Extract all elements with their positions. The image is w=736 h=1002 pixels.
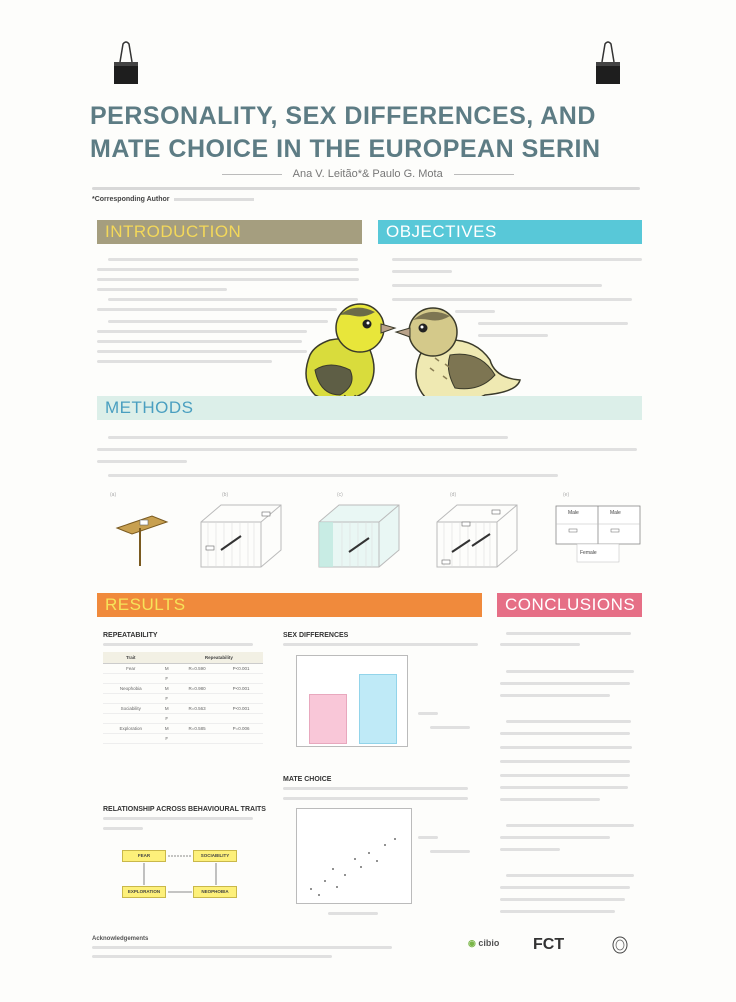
methods-panel-d-label: (d)	[450, 492, 457, 498]
acknowledgements-title: Acknowledgements	[92, 936, 149, 942]
section-objectives-header: OBJECTIVES	[378, 220, 642, 244]
methods-panel-a-perch	[112, 508, 172, 568]
mate-choice-scatter-plot	[296, 808, 412, 904]
corresponding-author	[92, 196, 254, 203]
mate-choice-title: MATE CHOICE	[283, 776, 332, 783]
sex-differences-plot	[296, 655, 408, 747]
table-header-row	[103, 652, 263, 664]
choice-cage-male-left-label: Male	[568, 510, 579, 516]
table-row: Fear M R=0.590 P<0.001	[103, 664, 263, 674]
section-methods-header: METHODS	[97, 396, 642, 420]
methods-panel-d-cage	[432, 500, 522, 570]
table-header: Trait	[103, 652, 159, 664]
repeatability-table	[103, 652, 263, 744]
bar-male	[359, 674, 397, 744]
section-conclusions-header: CONCLUSIONS	[497, 593, 642, 617]
title-line-1: PERSONALITY, SEX DIFFERENCES, AND	[90, 102, 596, 130]
table-row: F	[103, 734, 263, 744]
methods-panel-c-label: (c)	[337, 492, 343, 498]
choice-cage-female-label: Female	[580, 550, 597, 556]
table-row: F	[103, 714, 263, 724]
corresponding-label: *Corresponding Author	[92, 196, 170, 203]
node-neophobia: NEOPHOBIA	[193, 886, 237, 898]
node-exploration: EXPLORATION	[122, 886, 166, 898]
authors-text: Ana V. Leitão*& Paulo G. Mota	[292, 168, 443, 180]
university-seal-icon	[612, 936, 628, 954]
table-row: Neophobia M R=0.980 P<0.001	[103, 684, 263, 694]
scatter-points	[297, 809, 411, 903]
section-results-header: RESULTS	[97, 593, 482, 617]
male-serin-icon	[306, 304, 395, 410]
binder-clip-left-icon	[112, 40, 140, 86]
sex-differences-title: SEX DIFFERENCES	[283, 632, 349, 639]
node-sociability: SOCIABILITY	[193, 850, 237, 862]
node-fear: FEAR	[122, 850, 166, 862]
section-introduction-header: INTRODUCTION	[97, 220, 362, 244]
authors	[0, 168, 736, 180]
methods-panel-b-label: (b)	[222, 492, 229, 498]
choice-cage-male-right-label: Male	[610, 510, 621, 516]
table-header	[159, 652, 175, 664]
bar-female	[309, 694, 347, 744]
affiliations	[92, 187, 640, 190]
table-header: Repeatability	[175, 652, 263, 664]
methods-panel-e-label: (e)	[563, 492, 570, 498]
poster-title	[90, 100, 660, 166]
relationship-arrows	[120, 840, 250, 900]
methods-panel-a-label: (a)	[110, 492, 117, 498]
table-row: F	[103, 694, 263, 704]
title-line-2: MATE CHOICE IN THE EUROPEAN SERIN	[90, 135, 601, 163]
methods-panel-b-cage	[196, 500, 286, 570]
repeatability-title: REPEATABILITY	[103, 632, 158, 639]
female-serin-icon	[396, 308, 520, 410]
fct-logo: FCT	[533, 936, 565, 953]
table-row: Sociability M R=0.563 P<0.001	[103, 704, 263, 714]
table-row: Exploration M R=0.585 P=0.006	[103, 724, 263, 734]
binder-clip-right-icon	[594, 40, 622, 86]
table-row: F	[103, 674, 263, 684]
methods-panel-c-cage	[314, 500, 404, 570]
cibio-logo: ◉ cibio	[468, 938, 500, 948]
relationship-title: RELATIONSHIP ACROSS BEHAVIOURAL TRAITS	[103, 806, 266, 813]
